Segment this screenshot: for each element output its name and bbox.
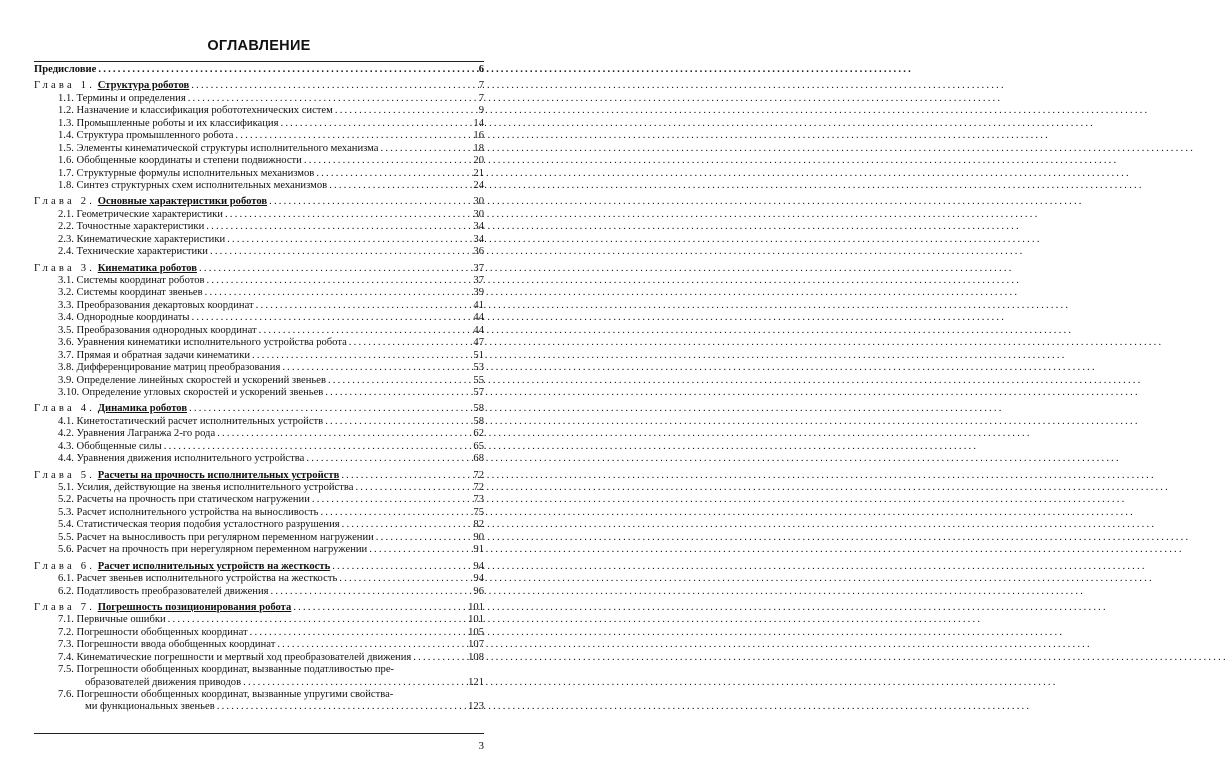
toc-section — [34, 387, 484, 399]
toc-section — [34, 507, 484, 519]
section-number: 4.3. — [58, 440, 74, 452]
dot-leader — [192, 312, 469, 324]
section-text: Обобщенные силы — [76, 440, 162, 452]
section-text: Определение угловых скоростей и ускорений звеньев — [81, 386, 324, 398]
section-title — [58, 287, 203, 299]
section-title — [58, 664, 394, 676]
chapter-name: Структура роботов — [97, 80, 190, 92]
toc-page-number: 53 — [473, 362, 484, 374]
section-number: 3.2. — [58, 287, 74, 299]
section-text: Технические характеристики — [76, 246, 208, 258]
dot-leader — [243, 677, 466, 689]
toc-section — [34, 234, 484, 246]
section-number: 4.4. — [58, 453, 74, 465]
chapter-name: Основные характеристики роботов — [97, 196, 268, 208]
dot-leader — [349, 337, 468, 349]
section-title — [58, 375, 326, 387]
toc-section — [34, 664, 484, 676]
section-title — [58, 652, 411, 664]
dot-leader — [188, 93, 468, 105]
section-number: 2.2. — [58, 221, 74, 233]
chapter-name: Расчет исполнительных устройств на жесткость — [97, 560, 331, 572]
toc-page-number: 41 — [473, 299, 484, 311]
chapter-heading — [34, 263, 197, 275]
dot-leader — [320, 507, 468, 519]
dot-leader — [250, 627, 466, 639]
toc-chapter — [34, 196, 484, 208]
toc-page-number: 58 — [473, 415, 484, 427]
toc-page-number: 44 — [473, 324, 484, 336]
toc-page-number: 101 — [468, 601, 484, 613]
dot-leader — [191, 80, 468, 92]
dot-leader — [227, 234, 468, 246]
toc-section — [34, 221, 484, 233]
toc-section — [34, 416, 484, 428]
toc-section — [34, 209, 484, 221]
toc-section — [34, 494, 484, 506]
toc-page-number: 72 — [473, 482, 484, 493]
toc-section — [34, 143, 484, 155]
chapter-heading — [34, 561, 330, 573]
section-number: 5.5. — [58, 531, 74, 543]
toc-page-number: 14 — [473, 117, 484, 129]
toc-section — [34, 155, 484, 167]
toc-section — [34, 93, 484, 105]
toc-section — [34, 532, 484, 544]
section-title — [58, 453, 304, 465]
section-text: Элементы кинематической структуры исполнительного механизма — [76, 142, 379, 154]
section-title — [58, 627, 248, 639]
section-number: 6.2. — [58, 585, 74, 597]
dot-leader — [332, 561, 468, 573]
toc-section — [34, 375, 484, 387]
toc-page-number: 39 — [473, 287, 484, 299]
section-text: Погрешности обобщенных координат, вызванные податливостью пре- — [76, 664, 395, 676]
chapter-name: Погрешность позиционирования робота — [97, 601, 292, 613]
section-title — [58, 180, 327, 192]
section-text: Обобщенные координаты и степени подвижности — [76, 155, 302, 167]
dot-leader — [413, 652, 466, 664]
dot-leader — [269, 196, 468, 208]
dot-leader — [304, 155, 468, 167]
section-number: 3.5. — [58, 324, 74, 336]
section-number: 5.1. — [58, 482, 74, 493]
section-title — [58, 246, 208, 258]
toc-page-number: 7 — [478, 92, 484, 104]
section-text: Усилия, действующие на звенья исполнительного устройства — [76, 482, 354, 493]
section-title — [58, 105, 333, 117]
toc-page-number: 82 — [473, 519, 484, 531]
section-number: 3.1. — [58, 275, 74, 286]
section-number: 7.2. — [58, 626, 74, 638]
dot-leader — [312, 494, 468, 506]
section-title — [58, 337, 347, 349]
toc-section — [34, 168, 484, 180]
section-text: Погрешности ввода обобщенных координат — [76, 639, 276, 651]
section-text: Расчет звеньев исполнительного устройства на жесткость — [76, 573, 338, 585]
section-title — [58, 639, 275, 651]
dot-leader — [280, 118, 468, 130]
toc-section — [34, 441, 484, 453]
chapter-label: Глава 5. — [34, 469, 96, 481]
toc-page-number: 75 — [473, 506, 484, 518]
toc-page-number: 36 — [473, 246, 484, 258]
section-text: Погрешности обобщенных координат, вызванные упругими свойства- — [76, 689, 394, 700]
table-of-contents — [34, 64, 484, 714]
page-title: ОГЛАВЛЕНИЕ — [207, 38, 311, 54]
toc-section — [34, 312, 484, 324]
dot-leader — [259, 325, 468, 337]
section-text: Расчеты на прочность при статическом нагружении — [76, 494, 310, 506]
chapter-heading — [34, 196, 267, 208]
section-number: 1.2. — [58, 105, 74, 117]
section-text: Уравнения движения исполнительного устройства — [76, 453, 305, 465]
toc-page-number: 91 — [473, 544, 484, 556]
toc-page-number: 20 — [473, 155, 484, 167]
section-text: Расчет исполнительного устройства на выносливость — [76, 506, 319, 518]
section-title — [58, 441, 162, 453]
section-number: 7.4. — [58, 651, 74, 663]
section-text: Промышленные роботы и их классификация — [76, 117, 279, 129]
section-title — [58, 362, 280, 374]
toc-page-number: 47 — [473, 337, 484, 349]
dot-leader — [355, 482, 468, 494]
chapter-heading — [34, 80, 189, 92]
section-title — [58, 234, 225, 246]
section-text: Системы координат звеньев — [76, 287, 203, 299]
section-title — [58, 586, 269, 598]
dot-leader — [210, 246, 468, 258]
toc-section — [34, 275, 484, 287]
section-title — [58, 544, 367, 556]
section-text: Кинетостатический расчет исполнительных устройств — [76, 415, 324, 427]
dot-leader — [328, 375, 468, 387]
dot-leader — [329, 180, 468, 192]
dot-leader — [341, 470, 468, 482]
toc-section — [34, 180, 484, 192]
toc-page-number: 30 — [473, 196, 484, 208]
chapter-name: Расчеты на прочность исполнительных устройств — [97, 469, 340, 481]
toc-page-number: 37 — [473, 275, 484, 286]
toc-page-number: 7 — [478, 80, 484, 92]
toc-page-number: 94 — [473, 573, 484, 585]
section-title — [58, 614, 166, 626]
section-text: Дифференцирование матриц преобразования — [76, 362, 281, 374]
dot-leader — [205, 287, 468, 299]
section-title — [58, 428, 215, 440]
section-text: Системы координат роботов — [76, 275, 205, 286]
toc-section — [34, 652, 484, 664]
section-number: 1.6. — [58, 155, 74, 167]
section-text: Прямая и обратная задачи кинематики — [76, 349, 251, 361]
section-number: 1.5. — [58, 142, 74, 154]
chapter-label: Глава 7. — [34, 601, 96, 613]
dot-leader — [282, 362, 468, 374]
toc-page-number: 6 — [478, 64, 484, 75]
section-text: Расчет на прочность при нерегулярном переменном нагружении — [76, 544, 368, 556]
toc-chapter — [34, 403, 484, 415]
dot-leader — [381, 143, 469, 155]
toc-section — [34, 246, 484, 258]
chapter-name: Динамика роботов — [97, 403, 188, 415]
toc-page-number: 34 — [473, 233, 484, 245]
dot-leader — [98, 64, 468, 76]
toc-page-number: 105 — [468, 626, 484, 638]
page-number: 3 — [478, 740, 484, 752]
section-text: Расчет на выносливость при регулярном переменном нагружении — [76, 531, 374, 543]
chapter-heading — [34, 602, 291, 614]
toc-section — [34, 639, 484, 651]
toc-section — [34, 544, 484, 556]
chapter-label: Глава 6. — [34, 560, 96, 572]
toc-page-number: 90 — [473, 531, 484, 543]
chapter-label: Глава 1. — [34, 80, 96, 92]
toc-page-number: 16 — [473, 130, 484, 142]
dot-leader — [217, 701, 466, 713]
section-title — [58, 519, 340, 531]
toc-section — [34, 586, 484, 598]
toc-section — [34, 300, 484, 312]
toc-section — [34, 428, 484, 440]
section-number: 3.7. — [58, 349, 74, 361]
toc-chapter — [34, 602, 484, 614]
dot-leader — [277, 639, 466, 651]
section-number: 2.4. — [58, 246, 74, 258]
toc-page-number: 73 — [473, 494, 484, 506]
toc-page-number: 30 — [473, 208, 484, 220]
toc-page-number: 121 — [468, 676, 484, 688]
section-number: 1.8. — [58, 179, 74, 191]
dot-leader — [225, 209, 468, 221]
section-number: 5.6. — [58, 544, 74, 556]
section-text: Преобразования однородных координат — [76, 324, 257, 336]
section-number: 7.5. — [58, 664, 74, 676]
section-title — [58, 507, 318, 519]
section-text: Уравнения кинематики исполнительного устройства робота — [76, 337, 347, 349]
section-title — [58, 532, 374, 544]
toc-section — [34, 362, 484, 374]
section-text: Структурные формулы исполнительных механизмов — [76, 167, 315, 179]
toc-section — [34, 105, 484, 117]
toc-page-number: 96 — [473, 585, 484, 597]
toc-section-continuation — [34, 701, 484, 713]
section-text: Синтез структурных схем исполнительных механизмов — [76, 179, 328, 191]
section-text-continuation: ми функциональных звеньев — [85, 701, 215, 713]
section-number: 1.4. — [58, 130, 74, 142]
section-title — [58, 143, 379, 155]
toc-chapter — [34, 561, 484, 573]
toc-section — [34, 287, 484, 299]
section-number: 3.4. — [58, 312, 74, 324]
section-number: 3.3. — [58, 299, 74, 311]
toc-page-number: 51 — [473, 349, 484, 361]
toc-section-continuation — [34, 677, 484, 689]
dot-leader — [376, 532, 468, 544]
toc-preface — [34, 64, 484, 76]
section-number: 3.9. — [58, 374, 74, 386]
dot-leader — [293, 602, 466, 614]
section-text: Структура промышленного робота — [76, 130, 234, 142]
dot-leader — [316, 168, 468, 180]
section-number: 7.1. — [58, 614, 74, 626]
section-text: Погрешности обобщенных координат — [76, 626, 248, 638]
section-title — [58, 573, 337, 585]
toc-chapter — [34, 470, 484, 482]
dot-leader — [189, 403, 468, 415]
dot-leader — [339, 573, 468, 585]
section-number: 1.3. — [58, 117, 74, 129]
dot-leader — [256, 300, 468, 312]
dot-leader — [206, 221, 468, 233]
section-text-continuation: образователей движения приводов — [85, 676, 242, 688]
chapter-heading — [34, 403, 187, 415]
toc-page-number: 68 — [473, 453, 484, 465]
toc-page-number: 37 — [473, 262, 484, 274]
toc-section — [34, 337, 484, 349]
section-text: Назначение и классификация робототехнических систем — [76, 105, 333, 117]
toc-page-number: 21 — [473, 167, 484, 179]
dot-leader — [217, 428, 468, 440]
section-number: 5.4. — [58, 519, 74, 531]
toc-page-number: 18 — [473, 142, 484, 154]
toc-section — [34, 689, 484, 701]
section-text: Уравнения Лагранжа 2-го рода — [76, 428, 216, 440]
toc-page-number: 62 — [473, 428, 484, 440]
section-number: 5.2. — [58, 494, 74, 506]
toc-page-number: 55 — [473, 374, 484, 386]
section-text: Кинематические погрешности и мертвый ход преобразователей движения — [76, 651, 412, 663]
toc-page-number: 123 — [468, 701, 484, 713]
section-title — [58, 416, 323, 428]
toc-page-number: 94 — [473, 560, 484, 572]
dot-leader — [342, 519, 468, 531]
section-number: 4.1. — [58, 415, 74, 427]
chapter-label: Глава 2. — [34, 196, 96, 208]
dot-leader — [235, 130, 468, 142]
section-number: 1.1. — [58, 92, 74, 104]
section-number: 3.10. — [58, 386, 80, 398]
dot-leader — [207, 275, 468, 287]
dot-leader — [252, 350, 468, 362]
toc-page-number: 57 — [473, 386, 484, 398]
section-text: Геометрические характеристики — [76, 208, 223, 220]
dot-leader — [271, 586, 469, 598]
section-title — [58, 325, 257, 337]
chapter-label: Глава 4. — [34, 403, 96, 415]
section-number: 3.6. — [58, 337, 74, 349]
toc-section — [34, 325, 484, 337]
section-title — [58, 312, 190, 324]
chapter-label: Глава 3. — [34, 262, 96, 274]
section-title — [58, 168, 314, 180]
section-text: Первичные ошибки — [76, 614, 166, 626]
toc-page-number: 65 — [473, 440, 484, 452]
dot-leader — [306, 453, 468, 465]
section-number: 5.3. — [58, 506, 74, 518]
bottom-rule — [34, 733, 484, 734]
section-title — [58, 209, 223, 221]
section-text: Определение линейных скоростей и ускорений звеньев — [76, 374, 326, 386]
toc-page-number: 34 — [473, 221, 484, 233]
section-text: Однородные координаты — [76, 312, 190, 324]
dot-leader — [325, 387, 468, 399]
section-number: 4.2. — [58, 428, 74, 440]
dot-leader — [369, 544, 468, 556]
section-text: Податливость преобразователей движения — [76, 585, 269, 597]
section-text: Термины и определения — [76, 92, 186, 104]
section-title — [58, 155, 302, 167]
section-text: Кинематические характеристики — [76, 233, 226, 245]
toc-page-number: 72 — [473, 469, 484, 481]
dot-leader — [199, 263, 468, 275]
toc-page-number: 108 — [468, 651, 484, 663]
top-rule — [34, 61, 484, 62]
section-title — [58, 350, 250, 362]
chapter-name: Кинематика роботов — [97, 262, 198, 274]
dot-leader — [335, 105, 468, 117]
toc-preface-title: Предисловие — [34, 64, 97, 75]
section-text: Преобразования декартовых координат — [76, 299, 254, 311]
toc-page-number: 101 — [468, 614, 484, 626]
section-text: Точностные характеристики — [76, 221, 205, 233]
toc-section — [34, 627, 484, 639]
toc-section — [34, 118, 484, 130]
section-number: 1.7. — [58, 167, 74, 179]
toc-page-number: 9 — [478, 105, 484, 117]
section-title — [58, 275, 205, 287]
section-number: 7.6. — [58, 689, 74, 700]
toc-page-number: 107 — [468, 639, 484, 651]
toc-page-number: 24 — [473, 179, 484, 191]
toc-chapter — [34, 80, 484, 92]
section-title — [58, 689, 393, 701]
toc-section — [34, 519, 484, 531]
section-number: 2.3. — [58, 233, 74, 245]
toc-chapter — [34, 263, 484, 275]
toc-section — [34, 453, 484, 465]
section-title — [58, 494, 310, 506]
section-title — [58, 118, 278, 130]
dot-leader — [325, 416, 468, 428]
dot-leader — [164, 441, 468, 453]
section-title — [58, 387, 323, 399]
toc-section — [34, 130, 484, 142]
toc-section — [34, 482, 484, 494]
section-number: 6.1. — [58, 573, 74, 585]
section-title — [58, 130, 233, 142]
section-number: 3.8. — [58, 362, 74, 374]
section-title — [58, 482, 353, 494]
toc-page-number: 44 — [473, 312, 484, 324]
toc-section — [34, 614, 484, 626]
section-text: Статистическая теория подобия усталостного разрушения — [76, 519, 340, 531]
chapter-heading — [34, 470, 339, 482]
toc-page — [0, 0, 518, 768]
section-title — [58, 221, 204, 233]
section-title — [58, 93, 186, 105]
section-number: 2.1. — [58, 208, 74, 220]
toc-section — [34, 350, 484, 362]
toc-section — [34, 573, 484, 585]
dot-leader — [168, 614, 466, 626]
section-number: 7.3. — [58, 639, 74, 651]
section-title — [58, 300, 254, 312]
toc-page-number: 58 — [473, 403, 484, 415]
